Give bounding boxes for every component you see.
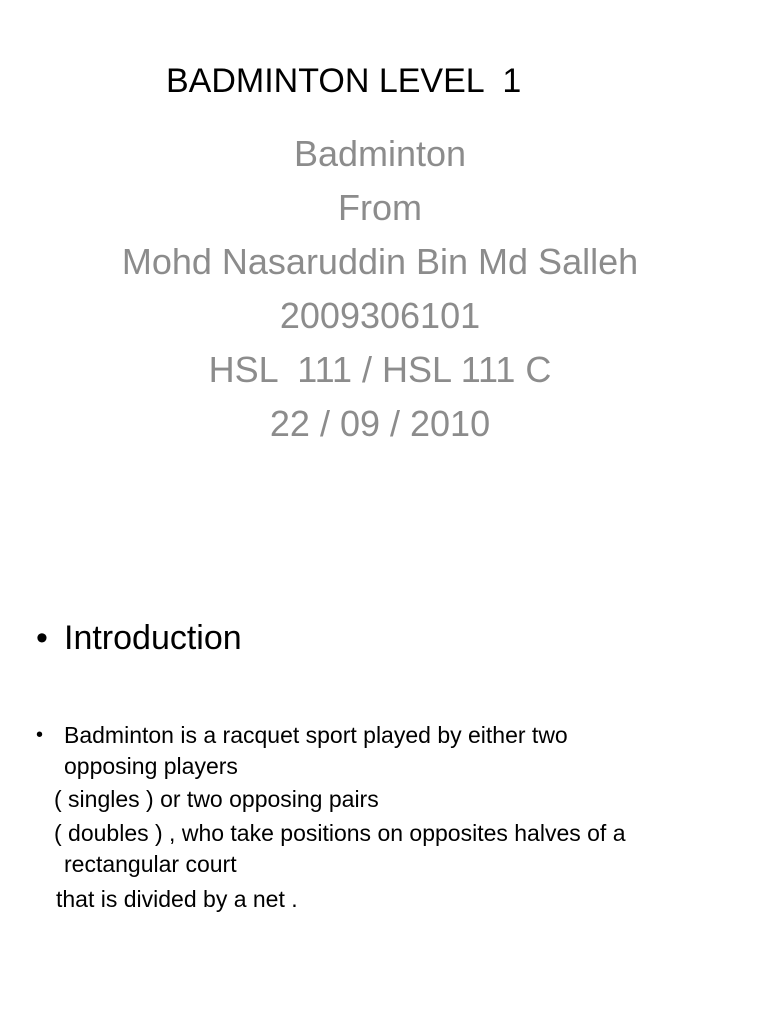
subtitle-line-author: Mohd Nasaruddin Bin Md Salleh bbox=[121, 241, 639, 282]
body-paragraph bbox=[36, 884, 736, 918]
body-paragraph bbox=[36, 784, 736, 818]
subtitle-line-from: From bbox=[338, 187, 422, 228]
subtitle-line-student-id: 2009306101 bbox=[279, 295, 481, 336]
subtitle-line-topic: Badminton bbox=[293, 133, 467, 174]
slide-subtitle bbox=[0, 130, 760, 454]
body-line: ( singles ) or two opposing pairs bbox=[54, 786, 379, 812]
subtitle-line-date: 22 / 09 / 2010 bbox=[269, 403, 491, 444]
body-paragraph bbox=[36, 720, 736, 784]
section-heading bbox=[36, 614, 242, 662]
body-line: ( doubles ) , who take positions on opposites halves of a rectangular court bbox=[54, 820, 626, 877]
subtitle-line-course-code: HSL 111 / HSL 111 C bbox=[208, 349, 552, 390]
heading-bullet-icon: • bbox=[36, 619, 48, 657]
body-bullet-icon: • bbox=[36, 724, 44, 746]
body-line: that is divided by a net . bbox=[56, 886, 298, 912]
heading-text: Introduction bbox=[64, 619, 242, 657]
body-text bbox=[36, 720, 736, 918]
slide-title: BADMINTON LEVEL 1 bbox=[166, 62, 522, 100]
body-line: Badminton is a racquet sport played by either two opposing players bbox=[64, 722, 568, 779]
body-paragraph bbox=[36, 818, 736, 884]
